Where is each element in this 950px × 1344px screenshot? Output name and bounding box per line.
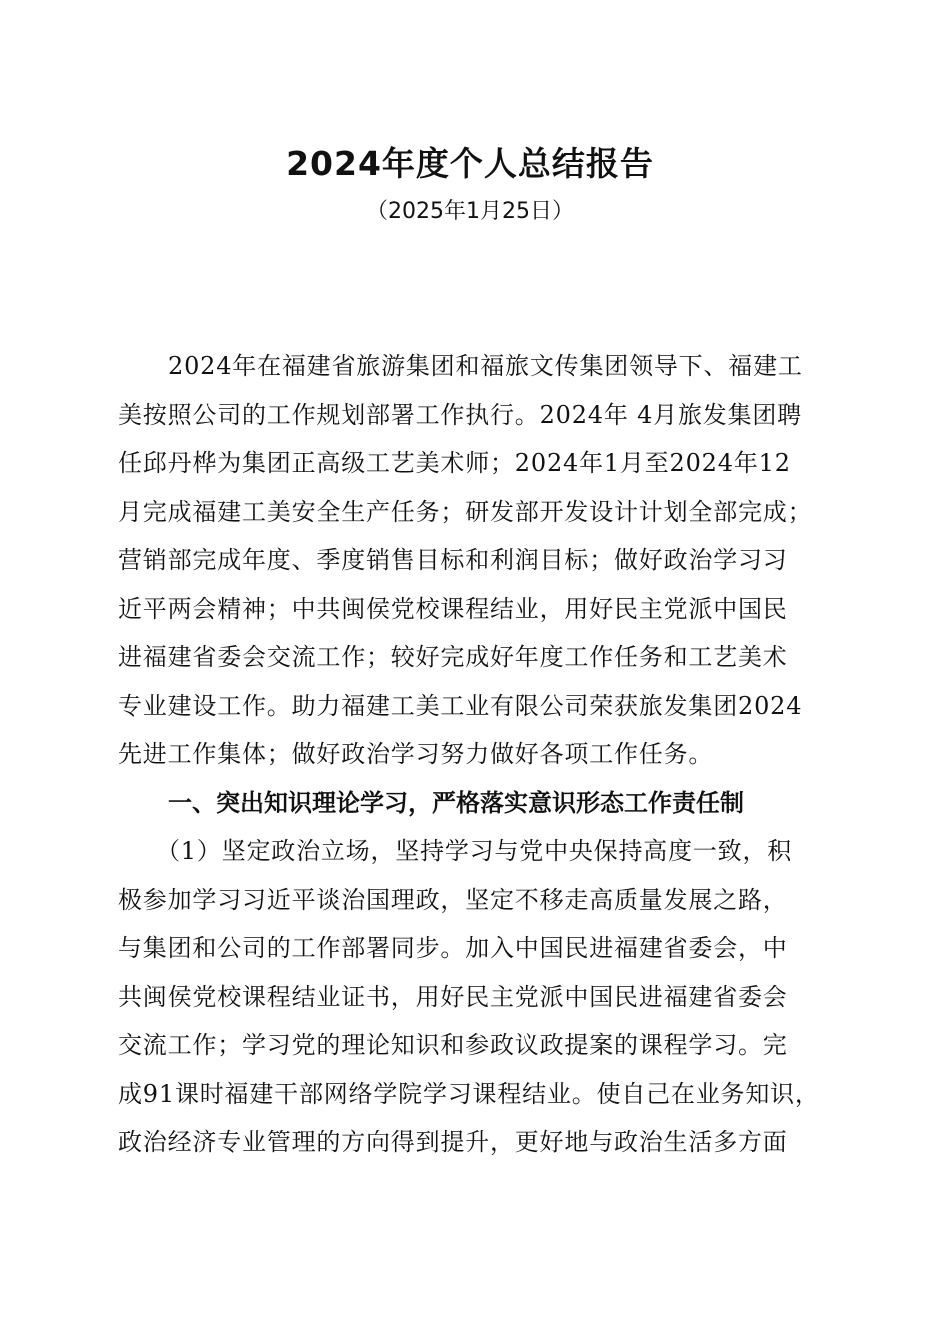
paragraph-line: 成91课时福建干部网络学院学习课程结业。使自己在业务知识， xyxy=(118,1079,820,1108)
paragraph-line: 共闽侯党校课程结业证书，用好民主党派中国民进福建省委会 xyxy=(118,982,788,1011)
paragraph-line: （1）坚定政治立场，坚持学习与党中央保持高度一致，积 xyxy=(156,837,793,865)
paragraph-line: 美按照公司的工作规划部署工作执行。2024年 4月旅发集团聘 xyxy=(118,400,802,429)
paragraph-line: 月完成福建工美安全生产任务；研发部开发设计计划全部完成； xyxy=(118,497,813,526)
document-title: 2024年度个人总结报告 xyxy=(286,144,654,183)
section-heading: 一、突出知识理论学习，严格落实意识形态工作责任制 xyxy=(168,788,744,817)
document-date: （2025年1月25日） xyxy=(366,199,574,224)
paragraph-line: 极参加学习习近平谈治国理政，坚定不移走高质量发展之路， xyxy=(118,885,788,914)
paragraph-line: 交流工作；学习党的理论知识和参政议政提案的课程学习。完 xyxy=(118,1031,788,1059)
intro-paragraph xyxy=(118,342,838,1167)
paragraph-line: 近平两会精神；中共闽侯党校课程结业，用好民主党派中国民 xyxy=(118,594,788,623)
paragraph-line: 政治经济专业管理的方向得到提升，更好地与政治生活多方面 xyxy=(118,1128,788,1156)
paragraph-line: 营销部完成年度、季度销售目标和利润目标；做好政治学习习 xyxy=(118,546,788,574)
paragraph-line: 进福建省委会交流工作；较好完成好年度工作任务和工艺美术 xyxy=(118,643,788,671)
paragraph-line: 与集团和公司的工作部署同步。加入中国民进福建省委会，中 xyxy=(118,934,788,962)
paragraph-line: 先进工作集体；做好政治学习努力做好各项工作任务。 xyxy=(118,740,714,768)
paragraph-line: 任邱丹桦为集团正高级工艺美术师；2024年1月至2024年12 xyxy=(118,449,791,477)
paragraph-line: 2024年在福建省旅游集团和福旅文传集团领导下、福建工 xyxy=(168,352,803,380)
paragraph-line: 专业建设工作。助力福建工美工业有限公司荣获旅发集团2024 xyxy=(118,691,803,720)
